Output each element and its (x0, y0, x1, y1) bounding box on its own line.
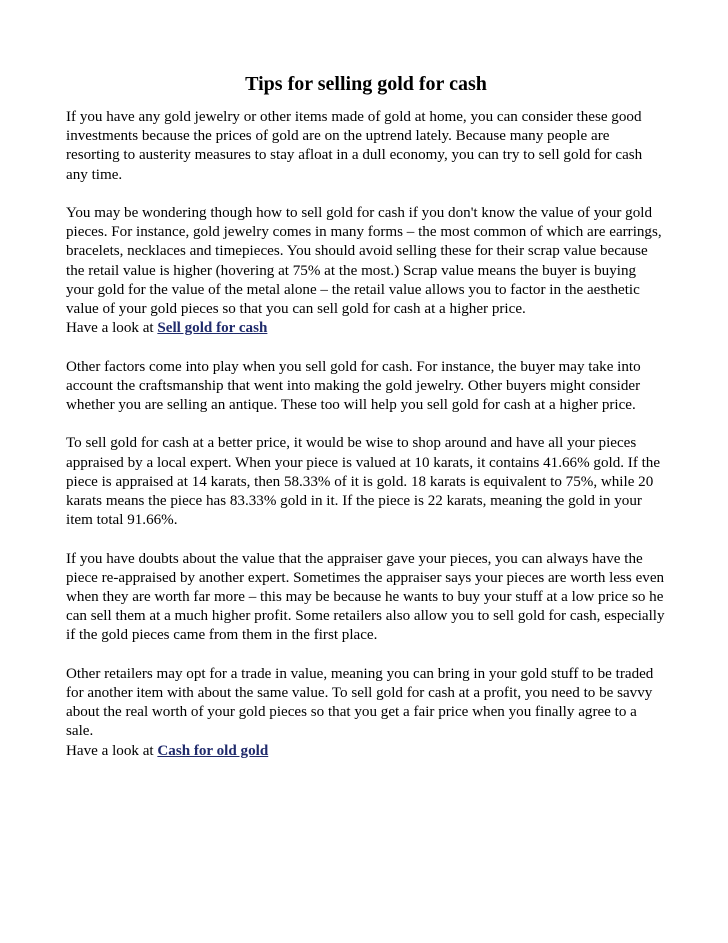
paragraph-5: If you have doubts about the value that the appraiser gave your pieces, you can always have the piece re-appraised by another expert. Sometimes the appraiser says your pieces are worth less even when they are worth far more – this may be because he wants to buy your stuff at a low price so he can sell them at a much higher profit. Some retailers also allow you to sell gold for cash, especially if the gold pieces came from them in the first place. (66, 550, 665, 644)
paragraph-6: Other retailers may opt for a trade in value, meaning you can bring in your gold stuff to be traded for another item with about the same value. To sell gold for cash at a profit, you need to be savvy about the real worth of your gold pieces so that you get a fair price when you finally agree to a sale. (66, 665, 654, 740)
paragraph-3: Other factors come into play when you sell gold for cash. For instance, the buyer may take into account the craftsmanship that went into making the gold jewelry. Other buyers might consider whether you are selling an antique. These too will help you sell gold for cash at a higher price. (66, 358, 641, 414)
sell-gold-for-cash-link[interactable]: Sell gold for cash (157, 320, 268, 337)
paragraph-2: You may be wondering though how to sell gold for cash if you don't know the value of your gold pieces. For instance, gold jewelry comes in many forms – the most common of which are earrings, bracelets, necklaces and timepieces. You should avoid selling these for their scrap value because the retail value is higher (hovering at 75% at the most.) Scrap value means the buyer is buying your gold for the value of the metal alone – the retail value allows you to factor in the aesthetic value of your gold pieces so that you can sell gold for cash at a higher price. (66, 205, 662, 318)
link-prefix-1: Have a look at (66, 320, 158, 337)
page-title: Tips for selling gold for cash (245, 73, 487, 95)
paragraph-4: To sell gold for cash at a better price, it would be wise to shop around and have all your pieces appraised by a local expert. When your piece is valued at 10 karats, it contains 41.66% gold. If the piece is appraised at 14 karats, then 58.33% of it is gold. 18 karats is equivalent to 75%, while 20 karats means the piece has 83.33% gold in it. If the piece is 22 karats, meaning the gold in your item total 91.66%. (66, 435, 661, 529)
cash-for-old-gold-link[interactable]: Cash for old gold (157, 742, 269, 759)
document-page (66, 72, 666, 761)
paragraph-2-block (66, 204, 666, 338)
paragraph-6-block (66, 665, 666, 761)
link-prefix-2: Have a look at (66, 742, 158, 759)
paragraph-1: If you have any gold jewelry or other items made of gold at home, you can consider these good investments because the prices of gold are on the uptrend lately. Because many people are resorting to austerity measures to stay afloat in a dull economy, you can try to sell gold for cash any time. (66, 109, 643, 183)
